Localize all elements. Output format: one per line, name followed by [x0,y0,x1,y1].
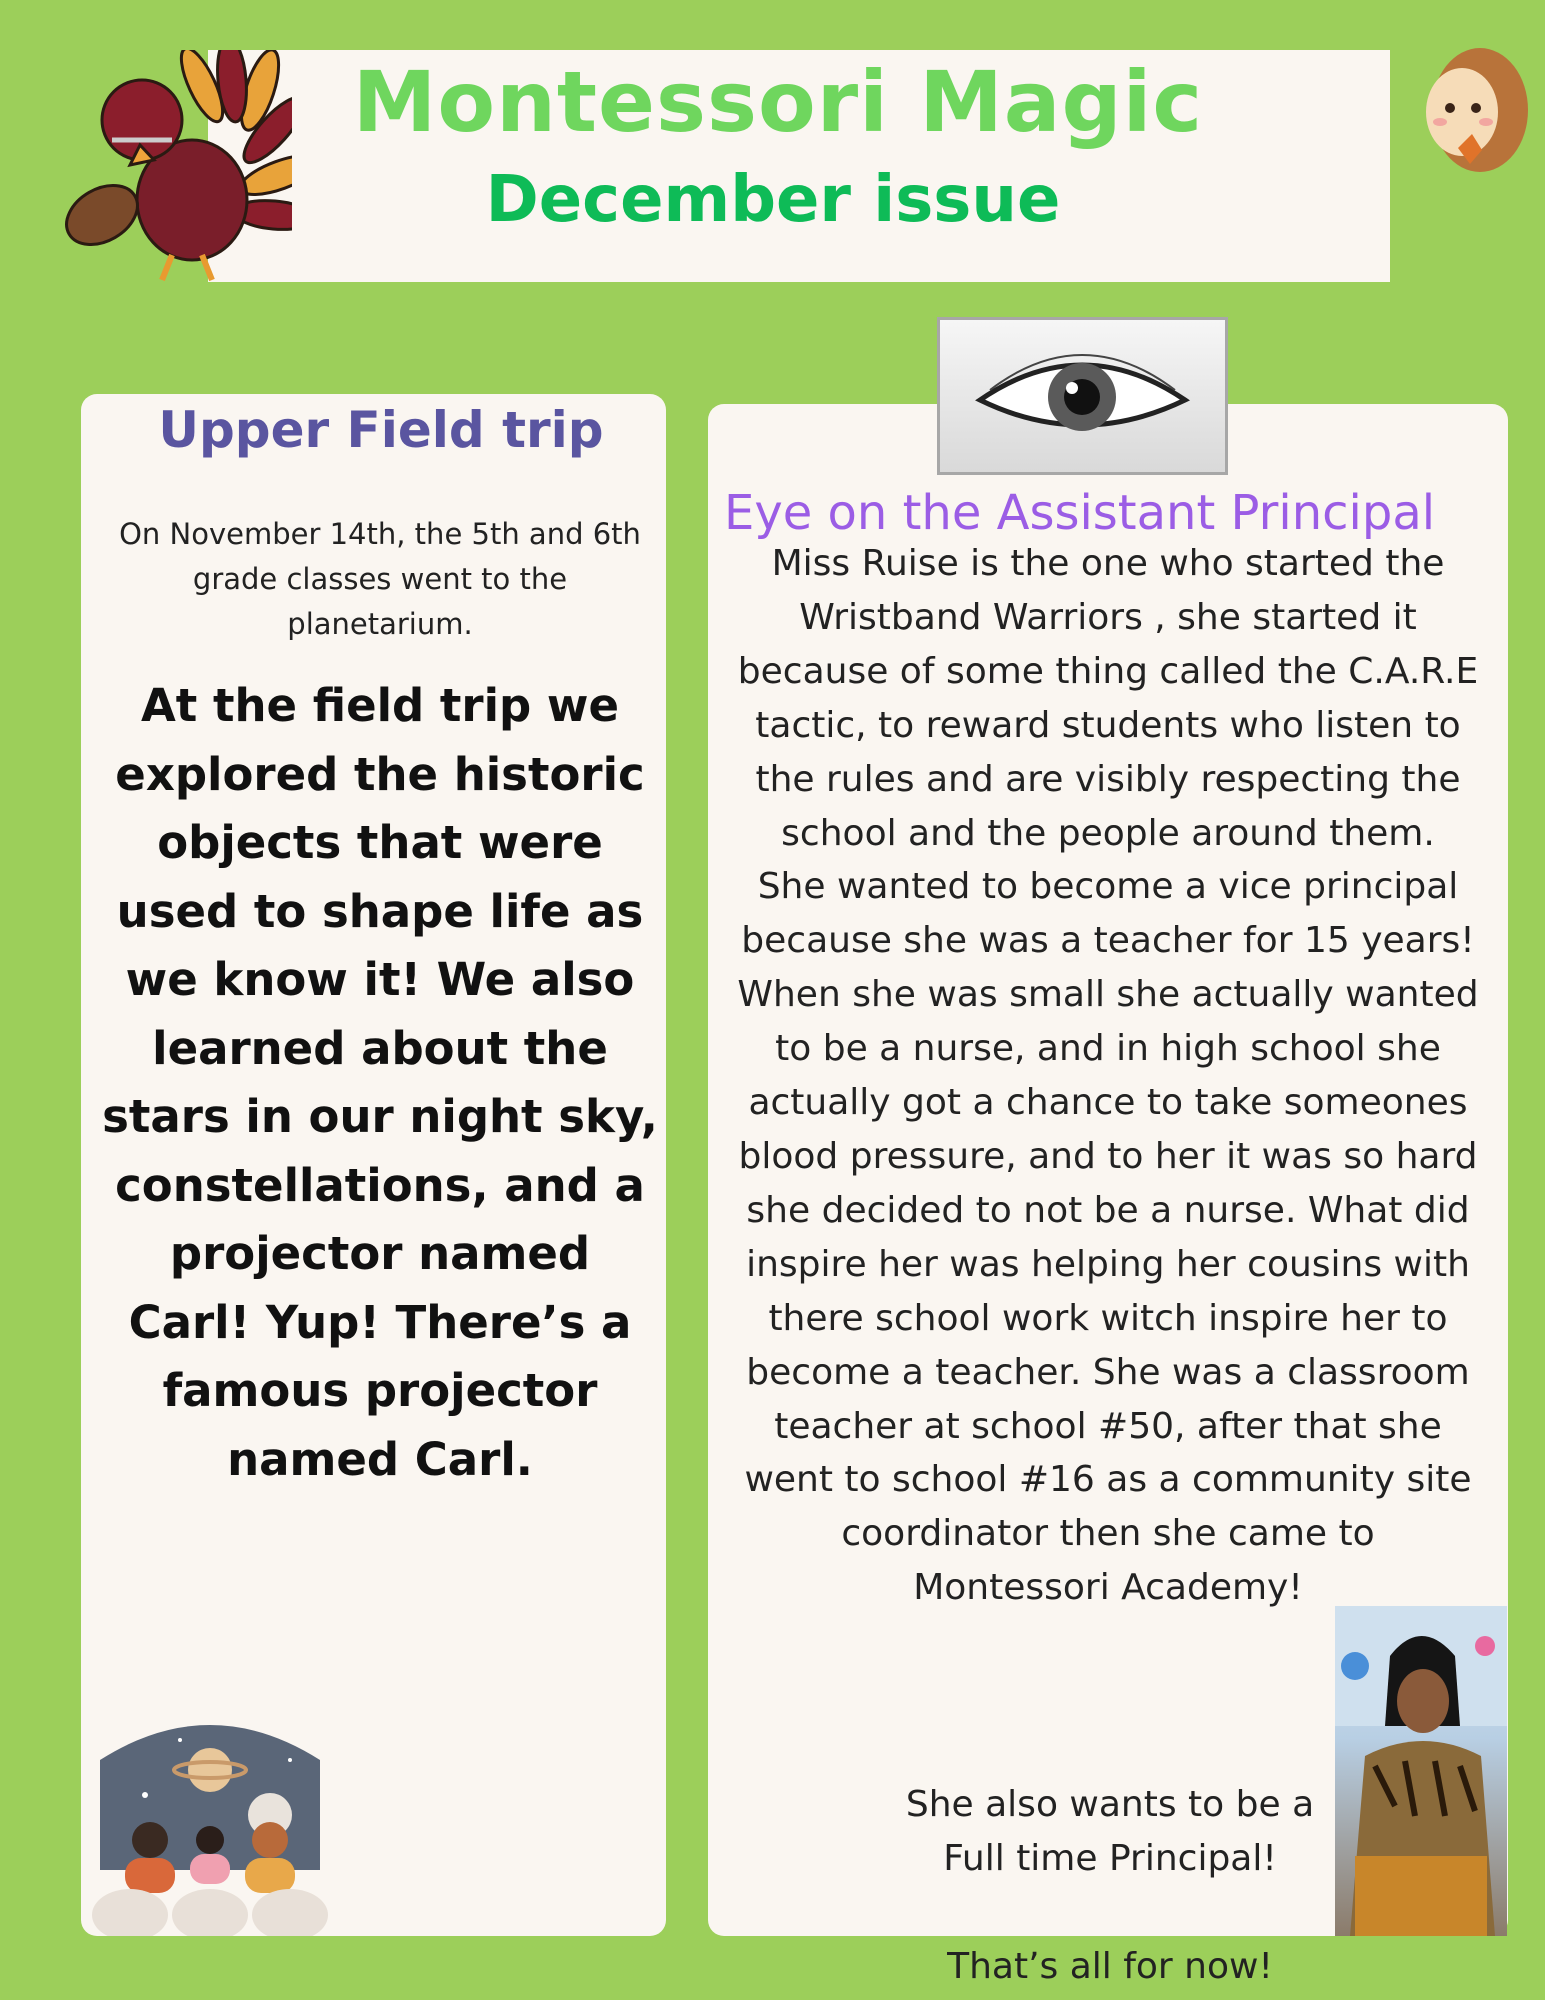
body-line: Wristband Warriors , she started it [799,596,1417,638]
intro-line: planetarium. [287,607,473,641]
closing-line: She also wants to be a [905,1784,1315,1825]
closing-text [880,1778,1340,1994]
body-line: went to school #16 as a community site [744,1459,1472,1501]
body-line: because of some thing called the C.A.R.E [737,650,1479,692]
field-trip-heading: Upper Field trip [158,401,604,459]
body-line: to be a nurse, and in high school she [775,1028,1441,1070]
body-line: constellations, and a [115,1158,645,1212]
assistant-principal-body [712,537,1504,1615]
closing-line: Full time Principal! [943,1838,1277,1879]
turkey-football-icon [42,50,292,290]
intro-line: grade classes went to the [192,562,568,596]
body-line: famous projector [162,1364,598,1417]
body-line: She wanted to become a vice principal [757,866,1459,908]
body-line: actually got a chance to take someones [748,1082,1468,1124]
hedgehog-icon [1410,30,1530,190]
assistant-principal-heading: Eye on the Assistant Principal [724,485,1436,541]
body-line: become a teacher. She was a classroom [746,1351,1470,1393]
body-line: projector named [169,1227,591,1280]
body-line: Miss Ruise is the one who started the [771,543,1445,584]
person-photo-icon [1335,1606,1507,1936]
assistant-principal-photo [1335,1606,1507,1936]
body-line: school and the people around them. [781,812,1435,854]
body-line: When she was small she actually wanted [737,974,1479,1016]
planetarium-illustration [90,1700,330,1936]
body-line: learned about the [152,1021,608,1075]
body-line: coordinator then she came to [841,1513,1375,1555]
body-line: stars in our night sky, [102,1090,658,1143]
body-line: there school work witch inspire her to [768,1297,1448,1339]
body-line: because she was a teacher for 15 years! [741,920,1475,962]
eye-image [937,317,1228,475]
body-line: Carl! Yup! There’s a [128,1295,632,1349]
eye-icon [940,320,1225,472]
body-line: Montessori Academy! [913,1567,1303,1609]
field-trip-body [95,672,665,1494]
body-line: inspire her was helping her cousins with [746,1243,1470,1285]
body-line: she decided to not be a nurse. What did [746,1189,1470,1231]
issue-subtitle: December issue [485,163,1061,237]
closing-line [880,1886,1340,1940]
intro-line: On November 14th, the 5th and 6th [119,517,641,551]
body-line: At the field trip we [140,679,619,732]
body-line: used to shape life as [116,884,644,938]
body-line: objects that were [157,816,603,869]
body-line: teacher at school #50, after that she [774,1405,1442,1447]
body-line: the rules and are visibly respecting the [755,758,1461,800]
body-line: named Carl. [227,1432,533,1486]
closing-line: That’s all for now! [947,1946,1273,1987]
body-line: we know it! We also [125,953,635,1006]
field-trip-intro [95,512,665,647]
body-line: blood pressure, and to her it was so hard [738,1135,1478,1177]
newsletter-title: Montessori Magic [352,53,1204,151]
body-line: explored the historic [115,747,645,801]
body-line: tactic, to reward students who listen to [755,704,1461,746]
